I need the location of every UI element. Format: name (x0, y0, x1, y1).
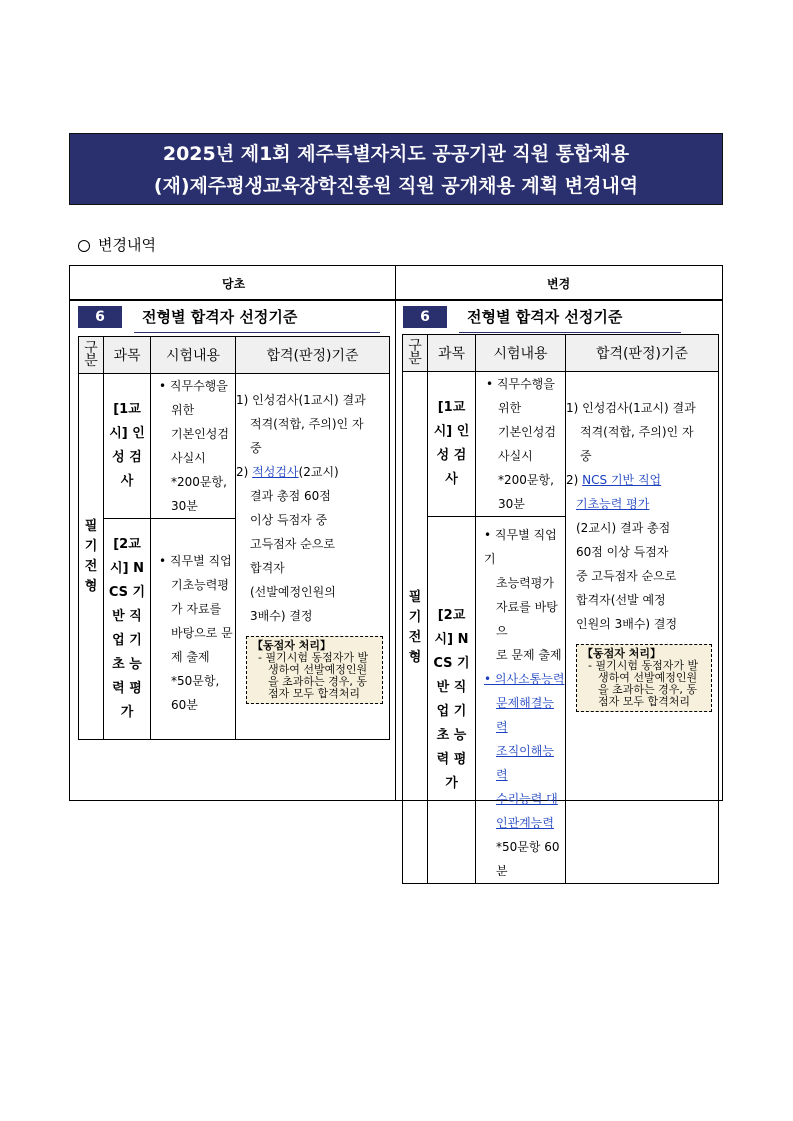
criteria-line: 합격자(선발 예정 (576, 593, 666, 607)
criteria-number: 2) (236, 465, 249, 479)
before-tie-note (246, 636, 383, 704)
circle-bullet-icon (78, 240, 90, 252)
content-line: • 직무수행을 (486, 377, 555, 391)
before-th-subject: 과목 (104, 337, 151, 374)
after-th-gubun: 구분 (403, 335, 428, 372)
after-row2-subject: [2교시] NCS 기반 직업 기초 능력 평가 (428, 517, 476, 884)
ncs-area-link: • 의사소통능력 (484, 672, 565, 686)
criteria-line: 중 (580, 449, 592, 463)
criteria-line: 인원의 3배수) 결정 (576, 617, 678, 631)
content-line: 초능력평가 (496, 576, 554, 590)
after-section-number: 6 (403, 306, 447, 328)
before-title-underline (134, 332, 380, 333)
tie-note-title: 【동점자 처리】 (252, 639, 331, 652)
section-label (78, 234, 156, 255)
content-line: 위한 (498, 401, 522, 415)
content-line: 30분 (171, 499, 198, 513)
before-section-number: 6 (78, 306, 122, 328)
content-line: 기본인성검 (498, 425, 556, 439)
before-row1-content (151, 374, 236, 519)
title-line-2: (재)제주평생교육장학진흥원 직원 공개채용 계획 변경내역 (153, 175, 639, 197)
content-line: 로 문제 출제 (496, 648, 562, 662)
before-section-heading (78, 306, 388, 328)
after-criteria-cell (566, 372, 719, 884)
after-criteria-table (402, 334, 719, 884)
after-section-title: 전형별 합격자 선정기준 (467, 308, 623, 326)
criteria-line (566, 468, 718, 492)
criteria-line: (2교시) 결과 총점 (576, 521, 671, 535)
criteria-number: 2) (566, 473, 579, 487)
tie-note-title: 【동점자 처리】 (582, 647, 661, 660)
criteria-line: 이상 득점자 중 (250, 513, 328, 527)
before-criteria-table (78, 336, 390, 740)
document-title-banner (69, 133, 723, 205)
content-line: 기본인성검 (171, 427, 229, 441)
content-line: 위한 (171, 403, 195, 417)
section-label-text: 변경내역 (98, 236, 156, 254)
ncs-link-part1: NCS 기반 직업 (582, 473, 662, 487)
criteria-line: 합격자 (250, 561, 285, 575)
criteria-line (236, 460, 389, 484)
criteria-line (566, 492, 718, 516)
criteria-line: 결과 총점 60점 (250, 489, 331, 503)
criteria-text: (2교시) (298, 465, 339, 479)
before-th-gubun: 구분 (79, 337, 104, 374)
before-row2-content (151, 519, 236, 740)
content-line: 자료를 바탕으 (496, 600, 558, 638)
column-divider (395, 266, 396, 800)
header-divider (70, 299, 722, 301)
title-line-1: 2025년 제1회 제주특별자치도 공공기관 직원 통합채용 (162, 143, 630, 165)
after-section-heading (403, 306, 713, 328)
ncs-area-link: 문제해결능력 (496, 696, 554, 734)
after-tie-note (576, 644, 712, 712)
content-line: 사실시 (171, 451, 206, 465)
content-line: • 직무별 직업기 (484, 528, 557, 566)
aptitude-test-link: 적성검사 (252, 465, 299, 479)
content-line: 바탕으로 문 (171, 626, 233, 640)
ncs-area-link: 조직이해능력 (496, 744, 554, 782)
before-th-criteria: 합격(판정)기준 (236, 337, 390, 374)
after-row2-content (476, 517, 566, 884)
tie-note-body: - 필기시험 동점자가 발생하여 선발예정인원을 초과하는 경우, 동점자 모두 합격처리 (588, 659, 699, 708)
after-row1-subject: [1교시] 인성 검사 (428, 372, 476, 517)
after-title-underline (459, 332, 681, 333)
before-criteria-cell (236, 374, 390, 740)
content-line: • 직무수행을 (159, 379, 228, 393)
content-line: 30분 (498, 497, 525, 511)
criteria-line: 중 (250, 441, 262, 455)
ncs-area-link: 수리능력 대 (496, 792, 558, 806)
content-line: 가 자료를 (171, 602, 222, 616)
content-line: 60분 (171, 698, 198, 712)
content-line: *200문항, (498, 473, 554, 487)
tie-note-body: - 필기시험 동점자가 발생하여 선발예정인원을 초과하는 경우, 동점자 모두 합격처리 (258, 651, 369, 700)
criteria-line: 3배수) 결정 (250, 609, 313, 623)
ncs-link-part2: 기초능력 평가 (576, 497, 650, 511)
content-line: 사실시 (498, 449, 533, 463)
before-section-title: 전형별 합격자 선정기준 (142, 308, 298, 326)
criteria-line: 적격(적합, 주의)인 자 (250, 417, 364, 431)
content-line: *200문항, (171, 475, 227, 489)
ncs-area-link: 인관계능력 (496, 816, 554, 830)
column-header-after: 변경 (547, 277, 571, 291)
criteria-line: 적격(적합, 주의)인 자 (580, 425, 694, 439)
after-th-subject: 과목 (428, 335, 476, 372)
column-header-before: 당초 (222, 277, 246, 291)
before-row2-subject: [2교시] NCS 기반 직업 기초 능력 평가 (104, 519, 151, 740)
after-th-criteria: 합격(판정)기준 (566, 335, 719, 372)
criteria-line: 1) 인성검사(1교시) 결과 (566, 401, 696, 415)
content-line: *50문항 60분 (496, 840, 560, 878)
before-stage: 필기전형 (79, 374, 104, 740)
content-line: 제 출제 (171, 650, 210, 664)
criteria-line: (선발예정인원의 (250, 585, 336, 599)
before-row1-subject: [1교시] 인성 검사 (104, 374, 151, 519)
content-line: *50문항, (171, 674, 220, 688)
criteria-line: 고득점자 순으로 (250, 537, 335, 551)
content-line: • 직무별 직업 (159, 554, 232, 568)
after-stage: 필기전형 (403, 372, 428, 884)
criteria-line: 60점 이상 득점자 (576, 545, 669, 559)
criteria-line: 1) 인성검사(1교시) 결과 (236, 393, 366, 407)
criteria-line: 중 고득점자 순으로 (576, 569, 677, 583)
after-th-content: 시험내용 (476, 335, 566, 372)
before-th-content: 시험내용 (151, 337, 236, 374)
after-row1-content (476, 372, 566, 517)
content-line: 기초능력평 (171, 578, 229, 592)
